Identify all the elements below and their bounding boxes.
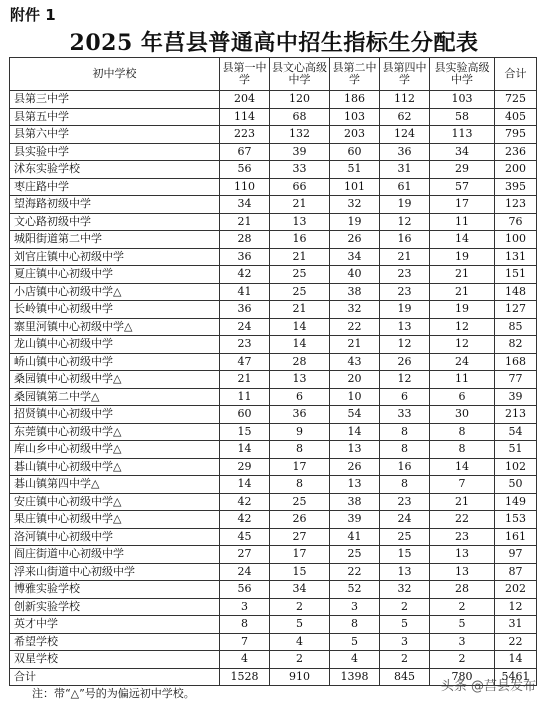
header-wenxin: 县文心高级中学 bbox=[270, 58, 330, 91]
quota-cell: 7 bbox=[430, 476, 495, 494]
quota-cell: 25 bbox=[270, 266, 330, 284]
quota-cell: 4 bbox=[270, 633, 330, 651]
quota-cell: 13 bbox=[430, 563, 495, 581]
quota-cell: 12 bbox=[380, 213, 430, 231]
quota-cell: 24 bbox=[380, 511, 430, 529]
quota-cell: 405 bbox=[495, 108, 537, 126]
quota-cell: 5461 bbox=[495, 668, 537, 686]
school-name-cell: 峤山镇中心初级中学 bbox=[10, 353, 220, 371]
school-name-cell: 县第五中学 bbox=[10, 108, 220, 126]
school-name-cell: 合计 bbox=[10, 668, 220, 686]
header-county-no2: 县第二中学 bbox=[330, 58, 380, 91]
quota-cell: 25 bbox=[380, 528, 430, 546]
quota-cell: 60 bbox=[220, 406, 270, 424]
quota-cell: 87 bbox=[495, 563, 537, 581]
quota-cell: 2 bbox=[430, 651, 495, 669]
school-name-cell: 寨里河镇中心初级中学△ bbox=[10, 318, 220, 336]
quota-cell: 13 bbox=[270, 371, 330, 389]
quota-cell: 16 bbox=[380, 458, 430, 476]
quota-cell: 58 bbox=[430, 108, 495, 126]
table-row bbox=[10, 301, 537, 319]
quota-cell: 47 bbox=[220, 353, 270, 371]
quota-cell: 1528 bbox=[220, 668, 270, 686]
school-name-cell: 桑园镇中心初级中学△ bbox=[10, 371, 220, 389]
quota-cell: 13 bbox=[270, 213, 330, 231]
table-row bbox=[10, 126, 537, 144]
table-row bbox=[10, 336, 537, 354]
quota-cell: 202 bbox=[495, 581, 537, 599]
school-name-cell: 双星学校 bbox=[10, 651, 220, 669]
quota-cell: 1398 bbox=[330, 668, 380, 686]
page-title: 2025 年莒县普通高中招生指标生分配表 bbox=[69, 30, 479, 56]
quota-cell: 42 bbox=[220, 511, 270, 529]
school-name-cell: 桑园镇第二中学△ bbox=[10, 388, 220, 406]
quota-cell: 4 bbox=[220, 651, 270, 669]
quota-cell: 3 bbox=[430, 633, 495, 651]
quota-cell: 14 bbox=[270, 318, 330, 336]
table-row bbox=[10, 108, 537, 126]
quota-cell: 32 bbox=[380, 581, 430, 599]
quota-cell: 2 bbox=[380, 651, 430, 669]
quota-cell: 54 bbox=[495, 423, 537, 441]
quota-cell: 22 bbox=[495, 633, 537, 651]
school-name-cell: 县第三中学 bbox=[10, 91, 220, 109]
quota-cell: 39 bbox=[270, 143, 330, 161]
quota-cell: 200 bbox=[495, 161, 537, 179]
school-name-cell: 浮来山街道中心初级中学 bbox=[10, 563, 220, 581]
table-row bbox=[10, 248, 537, 266]
school-name-cell: 果庄镇中心初级中学△ bbox=[10, 511, 220, 529]
quota-cell: 14 bbox=[220, 476, 270, 494]
school-name-cell: 望海路初级中学 bbox=[10, 196, 220, 214]
quota-cell: 168 bbox=[495, 353, 537, 371]
school-name-cell: 龙山镇中心初级中学 bbox=[10, 336, 220, 354]
quota-cell: 23 bbox=[380, 266, 430, 284]
quota-cell: 7 bbox=[220, 633, 270, 651]
quota-cell: 27 bbox=[270, 528, 330, 546]
quota-cell: 120 bbox=[270, 91, 330, 109]
quota-cell: 42 bbox=[220, 266, 270, 284]
quota-cell: 13 bbox=[430, 546, 495, 564]
quota-cell: 16 bbox=[270, 231, 330, 249]
school-name-cell: 创新实验学校 bbox=[10, 598, 220, 616]
quota-cell: 24 bbox=[430, 353, 495, 371]
school-name-cell: 县实验中学 bbox=[10, 143, 220, 161]
quota-cell: 15 bbox=[270, 563, 330, 581]
watermark: 头条 @莒县发布 bbox=[440, 679, 536, 694]
quota-cell: 148 bbox=[495, 283, 537, 301]
quota-cell: 33 bbox=[380, 406, 430, 424]
quota-cell: 8 bbox=[380, 476, 430, 494]
quota-cell: 22 bbox=[430, 511, 495, 529]
quota-cell: 38 bbox=[330, 493, 380, 511]
quota-cell: 34 bbox=[270, 581, 330, 599]
quota-cell: 17 bbox=[270, 546, 330, 564]
quota-cell: 12 bbox=[430, 318, 495, 336]
quota-cell: 26 bbox=[270, 511, 330, 529]
quota-cell: 103 bbox=[430, 91, 495, 109]
quota-cell: 42 bbox=[220, 493, 270, 511]
quota-cell: 8 bbox=[270, 476, 330, 494]
quota-cell: 5 bbox=[330, 633, 380, 651]
quota-cell: 19 bbox=[330, 213, 380, 231]
school-name-cell: 县第六中学 bbox=[10, 126, 220, 144]
quota-cell: 45 bbox=[220, 528, 270, 546]
quota-cell: 725 bbox=[495, 91, 537, 109]
quota-cell: 36 bbox=[220, 248, 270, 266]
school-name-cell: 长岭镇中心初级中学 bbox=[10, 301, 220, 319]
footnote: 注：带“△”号的为偏远初中学校。 bbox=[32, 687, 195, 700]
quota-cell: 3 bbox=[380, 633, 430, 651]
quota-cell: 5 bbox=[380, 616, 430, 634]
quota-cell: 14 bbox=[495, 651, 537, 669]
quota-cell: 32 bbox=[330, 196, 380, 214]
quota-cell: 36 bbox=[220, 301, 270, 319]
school-name-cell: 洛河镇中心初级中学 bbox=[10, 528, 220, 546]
quota-cell: 21 bbox=[270, 248, 330, 266]
quota-cell: 161 bbox=[495, 528, 537, 546]
table-row bbox=[10, 91, 537, 109]
quota-cell: 114 bbox=[220, 108, 270, 126]
quota-cell: 61 bbox=[380, 178, 430, 196]
quota-cell: 395 bbox=[495, 178, 537, 196]
quota-cell: 41 bbox=[330, 528, 380, 546]
quota-cell: 43 bbox=[330, 353, 380, 371]
quota-cell: 31 bbox=[380, 161, 430, 179]
quota-cell: 33 bbox=[270, 161, 330, 179]
quota-cell: 5 bbox=[430, 616, 495, 634]
table-row bbox=[10, 581, 537, 599]
quota-cell: 25 bbox=[270, 283, 330, 301]
quota-cell: 36 bbox=[270, 406, 330, 424]
quota-cell: 8 bbox=[270, 441, 330, 459]
table-row bbox=[10, 143, 537, 161]
quota-cell: 4 bbox=[330, 651, 380, 669]
quota-cell: 22 bbox=[330, 563, 380, 581]
quota-cell: 28 bbox=[220, 231, 270, 249]
quota-cell: 13 bbox=[380, 318, 430, 336]
quota-cell: 24 bbox=[220, 318, 270, 336]
quota-cell: 13 bbox=[330, 441, 380, 459]
table-header-row bbox=[10, 58, 537, 91]
quota-cell: 131 bbox=[495, 248, 537, 266]
quota-cell: 113 bbox=[430, 126, 495, 144]
quota-cell: 57 bbox=[430, 178, 495, 196]
quota-cell: 50 bbox=[495, 476, 537, 494]
table-row bbox=[10, 318, 537, 336]
table-row bbox=[10, 458, 537, 476]
school-name-cell: 夏庄镇中心初级中学 bbox=[10, 266, 220, 284]
school-name-cell: 招贤镇中心初级中学 bbox=[10, 406, 220, 424]
quota-cell: 23 bbox=[430, 528, 495, 546]
header-county-no1: 县第一中学 bbox=[220, 58, 270, 91]
attachment-label: 附件 1 bbox=[10, 6, 56, 24]
quota-cell: 67 bbox=[220, 143, 270, 161]
school-name-cell: 碁山镇第四中学△ bbox=[10, 476, 220, 494]
quota-cell: 203 bbox=[330, 126, 380, 144]
quota-cell: 2 bbox=[430, 598, 495, 616]
quota-cell: 34 bbox=[220, 196, 270, 214]
table-row bbox=[10, 633, 537, 651]
quota-cell: 31 bbox=[495, 616, 537, 634]
quota-cell: 213 bbox=[495, 406, 537, 424]
quota-cell: 13 bbox=[380, 563, 430, 581]
quota-cell: 8 bbox=[380, 423, 430, 441]
school-name-cell: 英才中学 bbox=[10, 616, 220, 634]
quota-cell: 21 bbox=[380, 248, 430, 266]
quota-cell: 12 bbox=[430, 336, 495, 354]
quota-cell: 68 bbox=[270, 108, 330, 126]
quota-cell: 51 bbox=[495, 441, 537, 459]
school-name-cell: 刘官庄镇中心初级中学 bbox=[10, 248, 220, 266]
table-row bbox=[10, 178, 537, 196]
quota-cell: 14 bbox=[220, 441, 270, 459]
header-county-no4: 县第四中学 bbox=[380, 58, 430, 91]
school-name-cell: 希望学校 bbox=[10, 633, 220, 651]
quota-cell: 11 bbox=[220, 388, 270, 406]
quota-cell: 8 bbox=[330, 616, 380, 634]
quota-cell: 76 bbox=[495, 213, 537, 231]
quota-cell: 127 bbox=[495, 301, 537, 319]
table-row bbox=[10, 476, 537, 494]
school-name-cell: 阎庄街道中心初级中学 bbox=[10, 546, 220, 564]
quota-cell: 60 bbox=[330, 143, 380, 161]
school-name-cell: 博雅实验学校 bbox=[10, 581, 220, 599]
quota-cell: 39 bbox=[495, 388, 537, 406]
quota-cell: 12 bbox=[380, 371, 430, 389]
quota-cell: 8 bbox=[220, 616, 270, 634]
allocation-table bbox=[9, 57, 537, 686]
quota-cell: 3 bbox=[220, 598, 270, 616]
quota-cell: 52 bbox=[330, 581, 380, 599]
table-row bbox=[10, 616, 537, 634]
table-row bbox=[10, 266, 537, 284]
quota-cell: 845 bbox=[380, 668, 430, 686]
quota-cell: 123 bbox=[495, 196, 537, 214]
quota-cell: 30 bbox=[430, 406, 495, 424]
quota-cell: 149 bbox=[495, 493, 537, 511]
quota-cell: 25 bbox=[330, 546, 380, 564]
school-name-cell: 枣庄路中学 bbox=[10, 178, 220, 196]
quota-cell: 21 bbox=[220, 213, 270, 231]
quota-cell: 26 bbox=[330, 231, 380, 249]
quota-cell: 6 bbox=[430, 388, 495, 406]
quota-cell: 102 bbox=[495, 458, 537, 476]
quota-cell: 5 bbox=[270, 616, 330, 634]
quota-cell: 82 bbox=[495, 336, 537, 354]
quota-cell: 19 bbox=[380, 196, 430, 214]
table-row bbox=[10, 651, 537, 669]
quota-cell: 795 bbox=[495, 126, 537, 144]
quota-cell: 54 bbox=[330, 406, 380, 424]
quota-cell: 26 bbox=[380, 353, 430, 371]
quota-cell: 223 bbox=[220, 126, 270, 144]
table-row bbox=[10, 441, 537, 459]
quota-cell: 39 bbox=[330, 511, 380, 529]
quota-cell: 15 bbox=[380, 546, 430, 564]
table-row bbox=[10, 598, 537, 616]
quota-cell: 12 bbox=[380, 336, 430, 354]
school-name-cell: 文心路初级中学 bbox=[10, 213, 220, 231]
header-experimental: 县实验高级中学 bbox=[430, 58, 495, 91]
quota-cell: 32 bbox=[330, 301, 380, 319]
table-row bbox=[10, 231, 537, 249]
quota-cell: 23 bbox=[380, 283, 430, 301]
quota-cell: 21 bbox=[430, 493, 495, 511]
quota-cell: 15 bbox=[220, 423, 270, 441]
quota-cell: 21 bbox=[220, 371, 270, 389]
quota-cell: 23 bbox=[220, 336, 270, 354]
quota-cell: 22 bbox=[330, 318, 380, 336]
quota-cell: 17 bbox=[430, 196, 495, 214]
quota-cell: 40 bbox=[330, 266, 380, 284]
quota-cell: 14 bbox=[270, 336, 330, 354]
school-name-cell: 库山乡中心初级中学△ bbox=[10, 441, 220, 459]
quota-cell: 62 bbox=[380, 108, 430, 126]
quota-cell: 112 bbox=[380, 91, 430, 109]
quota-cell: 132 bbox=[270, 126, 330, 144]
quota-cell: 13 bbox=[330, 476, 380, 494]
quota-cell: 97 bbox=[495, 546, 537, 564]
quota-cell: 24 bbox=[220, 563, 270, 581]
header-school: 初中学校 bbox=[10, 58, 220, 91]
table-row bbox=[10, 353, 537, 371]
quota-cell: 110 bbox=[220, 178, 270, 196]
quota-cell: 34 bbox=[330, 248, 380, 266]
table-row bbox=[10, 563, 537, 581]
quota-cell: 21 bbox=[270, 301, 330, 319]
quota-cell: 16 bbox=[380, 231, 430, 249]
quota-cell: 85 bbox=[495, 318, 537, 336]
quota-cell: 51 bbox=[330, 161, 380, 179]
school-name-cell: 东莞镇中心初级中学△ bbox=[10, 423, 220, 441]
quota-cell: 3 bbox=[330, 598, 380, 616]
quota-cell: 21 bbox=[430, 266, 495, 284]
quota-cell: 66 bbox=[270, 178, 330, 196]
table-row bbox=[10, 493, 537, 511]
quota-cell: 14 bbox=[330, 423, 380, 441]
quota-cell: 36 bbox=[380, 143, 430, 161]
quota-cell: 124 bbox=[380, 126, 430, 144]
quota-cell: 21 bbox=[330, 336, 380, 354]
quota-cell: 20 bbox=[330, 371, 380, 389]
quota-cell: 28 bbox=[270, 353, 330, 371]
quota-cell: 56 bbox=[220, 581, 270, 599]
quota-cell: 236 bbox=[495, 143, 537, 161]
quota-cell: 10 bbox=[330, 388, 380, 406]
quota-cell: 151 bbox=[495, 266, 537, 284]
quota-cell: 27 bbox=[220, 546, 270, 564]
quota-cell: 8 bbox=[430, 423, 495, 441]
quota-cell: 6 bbox=[270, 388, 330, 406]
table-row bbox=[10, 528, 537, 546]
header-total: 合计 bbox=[495, 58, 537, 91]
table-row bbox=[10, 283, 537, 301]
quota-cell: 56 bbox=[220, 161, 270, 179]
table-row bbox=[10, 511, 537, 529]
table-row bbox=[10, 213, 537, 231]
school-name-cell: 沭东实验学校 bbox=[10, 161, 220, 179]
quota-cell: 153 bbox=[495, 511, 537, 529]
table-row bbox=[10, 196, 537, 214]
quota-cell: 21 bbox=[270, 196, 330, 214]
quota-cell: 2 bbox=[270, 651, 330, 669]
quota-cell: 12 bbox=[495, 598, 537, 616]
table-row bbox=[10, 423, 537, 441]
quota-cell: 14 bbox=[430, 231, 495, 249]
quota-cell: 11 bbox=[430, 213, 495, 231]
school-name-cell: 小店镇中心初级中学△ bbox=[10, 283, 220, 301]
school-name-cell: 碁山镇中心初级中学△ bbox=[10, 458, 220, 476]
quota-cell: 11 bbox=[430, 371, 495, 389]
quota-cell: 2 bbox=[270, 598, 330, 616]
school-name-cell: 安庄镇中心初级中学△ bbox=[10, 493, 220, 511]
quota-cell: 8 bbox=[380, 441, 430, 459]
quota-cell: 34 bbox=[430, 143, 495, 161]
quota-cell: 28 bbox=[430, 581, 495, 599]
quota-cell: 8 bbox=[430, 441, 495, 459]
quota-cell: 25 bbox=[270, 493, 330, 511]
quota-cell: 21 bbox=[430, 283, 495, 301]
table-row bbox=[10, 161, 537, 179]
quota-cell: 9 bbox=[270, 423, 330, 441]
quota-cell: 26 bbox=[330, 458, 380, 476]
quota-cell: 29 bbox=[430, 161, 495, 179]
table-row bbox=[10, 406, 537, 424]
table-row bbox=[10, 546, 537, 564]
quota-cell: 41 bbox=[220, 283, 270, 301]
quota-cell: 100 bbox=[495, 231, 537, 249]
quota-cell: 19 bbox=[430, 248, 495, 266]
quota-cell: 101 bbox=[330, 178, 380, 196]
quota-cell: 23 bbox=[380, 493, 430, 511]
quota-cell: 17 bbox=[270, 458, 330, 476]
quota-cell: 204 bbox=[220, 91, 270, 109]
school-name-cell: 城阳街道第二中学 bbox=[10, 231, 220, 249]
quota-cell: 19 bbox=[430, 301, 495, 319]
quota-cell: 186 bbox=[330, 91, 380, 109]
quota-cell: 19 bbox=[380, 301, 430, 319]
quota-cell: 29 bbox=[220, 458, 270, 476]
quota-cell: 780 bbox=[430, 668, 495, 686]
table-row bbox=[10, 388, 537, 406]
quota-cell: 910 bbox=[270, 668, 330, 686]
quota-cell: 103 bbox=[330, 108, 380, 126]
quota-cell: 14 bbox=[430, 458, 495, 476]
quota-cell: 38 bbox=[330, 283, 380, 301]
table-row bbox=[10, 371, 537, 389]
quota-cell: 6 bbox=[380, 388, 430, 406]
quota-cell: 77 bbox=[495, 371, 537, 389]
quota-cell: 2 bbox=[380, 598, 430, 616]
